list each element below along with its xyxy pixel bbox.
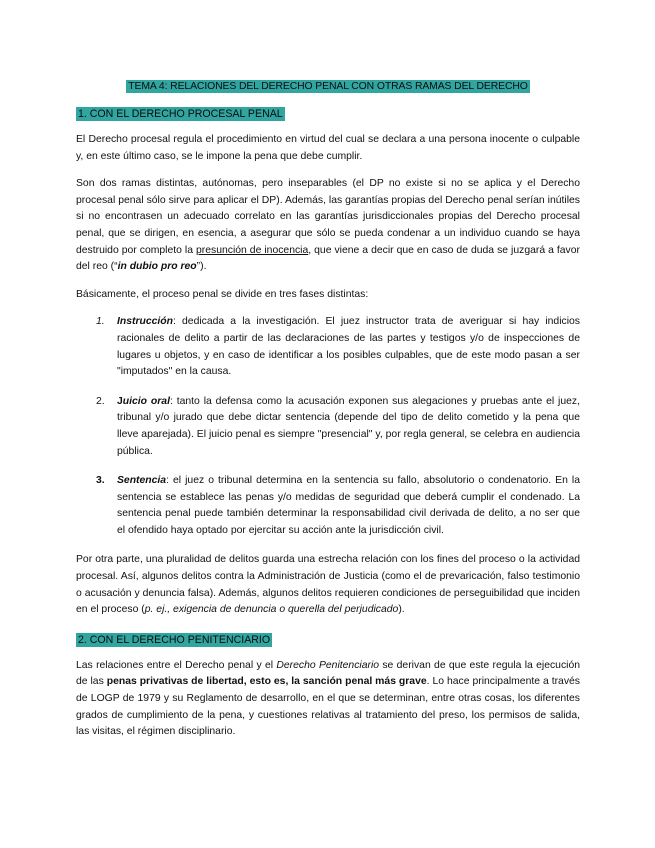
section-2-paragraph-1 — [76, 658, 580, 741]
s2-text-after: . Lo hace principalmente a través de LOGP de 1979 y su Reglamento de desarrollo, en el que se determinan, entre otras cosas, los diferentes grados de cumplimiento de la pena, y cuestiones relativas al tratamiento del preso, los permisos de salida, las visitas, el régimen disciplinario. — [76, 676, 580, 738]
section-1-paragraph-1: El Derecho procesal regula el procedimiento en virtud del cual se declara a una persona inocente o culpable y, en este último caso, se le impone la pena que debe cumplir. — [76, 134, 580, 162]
section-2-heading: 2. CON EL DERECHO PENITENCIARIO — [78, 633, 271, 646]
section-1-paragraph-4 — [76, 552, 580, 618]
s2-text-before: Las relaciones entre el Derecho penal y el — [76, 659, 277, 671]
title-row — [76, 76, 580, 94]
phase-term: uicio oral — [122, 395, 170, 407]
p2-text-after: ”). — [196, 261, 207, 273]
phase-number: 1. — [96, 316, 105, 328]
phase-text: : dedicada a la investigación. El juez instructor trata de averiguar si hay indicios racionales de delito a partir de las declaraciones de las partes y testigos y/o de inspecciones de lugares u objetos, y en caso de identificar a los posibles culpables, que de este modo pasan a ser "imputados" en la causa. — [117, 316, 580, 378]
phases-list — [76, 314, 580, 539]
phase-text: : tanto la defensa como la acusación exponen sus alegaciones y pruebas ante el juez, tribunal y/o jurado que debe dictar sentencia (depende del tipo de delito cometido y la pena que lleve aparejada). El juicio penal es siempre "presencial" y, por regla general, se celebra en audiencia pública. — [117, 395, 580, 457]
document-title: TEMA 4: RELACIONES DEL DERECHO PENAL CON OTRAS RAMAS DEL DERECHO — [128, 81, 528, 92]
p4-text-after: ). — [398, 604, 405, 616]
phase-item — [76, 473, 580, 539]
p2-text-before: Son dos ramas distintas, autónomas, pero inseparables (el DP no existe si no se aplica y el Derecho procesal penal sólo sirve para aplicar el DP). Además, las garantías propias del Derecho penal serían inútiles si no encontrasen un adecuado correlato en las garantías jurisdiccionales propias del Derecho procesal penal, que se dirigen, en esencia, a asegurar que sólo se pueda condenar a un individuo cuando se haya destruido por completo la — [76, 178, 580, 256]
section-1 — [76, 104, 580, 619]
in-dubio-pro-reo: in dubio pro reo — [117, 261, 197, 273]
phase-term-initial: J — [117, 395, 123, 407]
phase-term: Instrucción — [117, 316, 174, 328]
derecho-penitenciario-term: Derecho Penitenciario — [276, 659, 380, 671]
s2-text-middle: se derivan de que este regula la ejecución de las — [76, 659, 581, 688]
presuncion-inocencia-term: presunción de inocencia — [195, 244, 309, 256]
phase-number: 2. — [96, 395, 105, 407]
p4-example: p. ej., exigencia de denuncia o querella del perjudicado — [144, 604, 399, 616]
section-1-paragraph-2 — [76, 176, 580, 276]
phase-number: 3. — [96, 475, 105, 487]
phase-item — [76, 394, 580, 460]
section-2 — [76, 630, 580, 741]
p4-text-before: Por otra parte, una pluralidad de delitos guarda una estrecha relación con los fines del proceso o la actividad procesal. Así, algunos delitos contra la Administración de Justicia (como el de prevaricación, falso testimonio o acusación y denuncia falsa). Además, algunos delitos requieren condiciones de perseguibilidad que inciden en el proceso ( — [76, 554, 580, 616]
p2-text-middle: , que viene a decir que en caso de duda se juzgará a favor del reo (“ — [76, 244, 580, 273]
section-1-paragraph-3: Básicamente, el proceso penal se divide en tres fases distintas: — [76, 288, 369, 300]
phase-item — [76, 314, 580, 380]
phase-term: Sentencia — [117, 475, 167, 487]
penas-privativas-emphasis: penas privativas de libertad, esto es, la sanción penal más grave — [106, 676, 427, 688]
phase-text: : el juez o tribunal determina en la sentencia su fallo, absolutorio o condenatorio. En la sentencia se establece las penas y/o medidas de seguridad que deberá cumplir el condenado. La sentencia penal puede también determinar la responsabilidad civil derivada de delito, a no ser que el ofendido haya optado por ejercitar su acción ante la jurisdicción civil. — [117, 475, 580, 536]
section-1-heading: 1. CON EL DERECHO PROCESAL PENAL — [78, 108, 283, 120]
